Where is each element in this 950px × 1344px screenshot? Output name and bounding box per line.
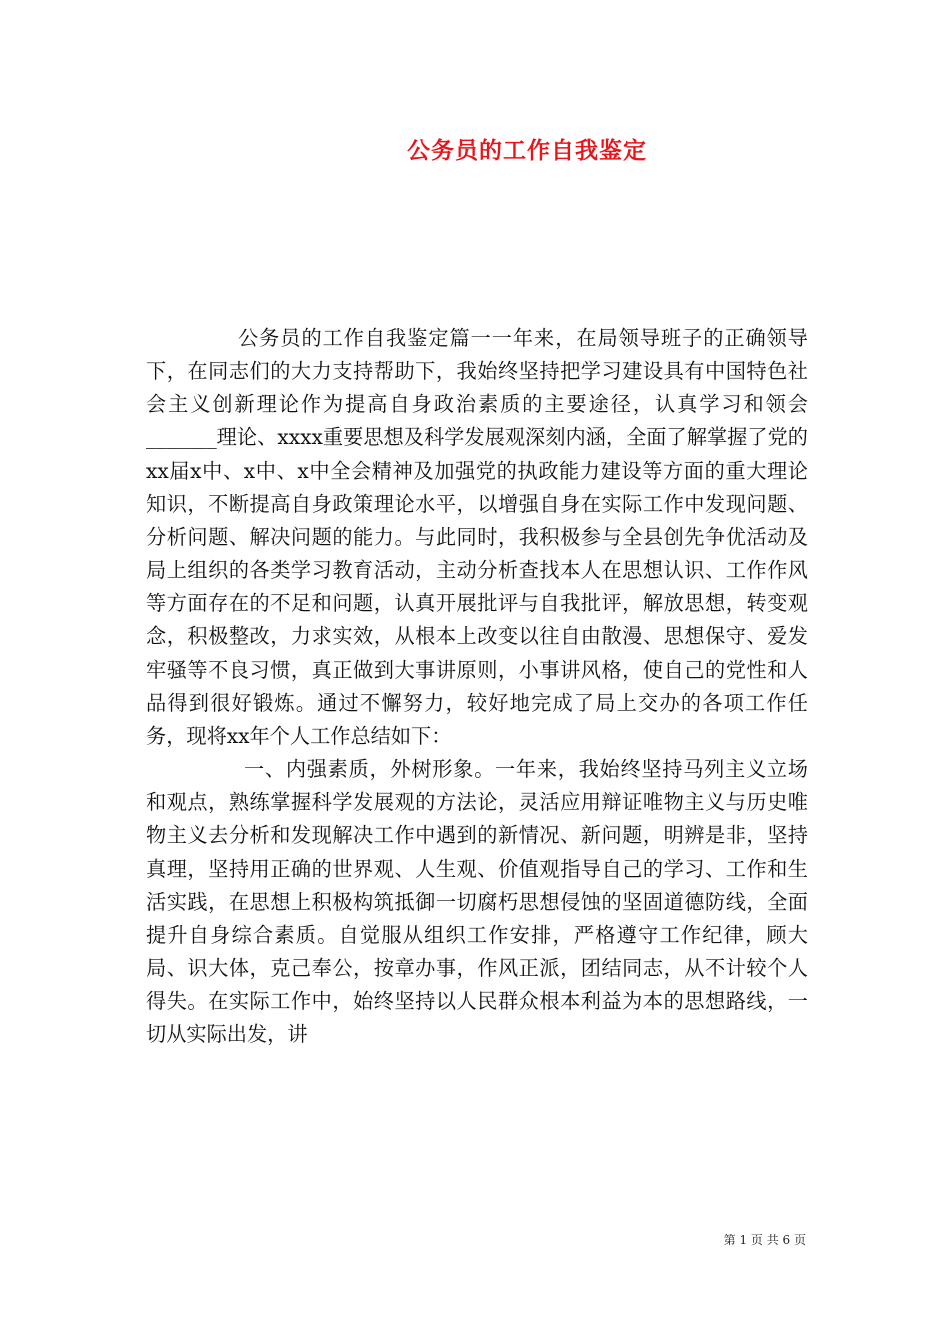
paragraph-1: 公务员的工作自我鉴定篇一一年来，在局领导班子的正确领导下，在同志们的大力支持帮助下，我始终坚持把学习建设具有中国特色社会主义创新理论作为提高自身政治素质的主要途径，认真学习和领会_______理论、xxxx重要思想及科学发展观深刻内涵，全面了解掌握了党的xx届x中、x中、x中全会精神及加强党的执政能力建设等方面的重大理论知识，不断提高自身政策理论水平，以增强自身在实际工作中发现问题、分析问题、解决问题的能力。与此同时，我积极参与全县创先争优活动及局上组织的各类学习教育活动，主动分析查找本人在思想认识、工作作风等方面存在的不足和问题，认真开展批评与自我批评，解放思想，转变观念，积极整改，力求实效，从根本上改变以往自由散漫、思想保守、爱发牢骚等不良习惯，真正做到大事讲原则，小事讲风格，使自己的党性和人品得到很好锻炼。通过不懈努力，较好地完成了局上交办的各项工作任务，现将xx年个人工作总结如下：: [146, 326, 808, 748]
document-body: [146, 322, 808, 1051]
document-title: 公务员的工作自我鉴定: [407, 137, 647, 164]
paragraph-2: 一、内强素质，外树形象。一年来，我始终坚持马列主义立场和观点，熟练掌握科学发展观的方法论，灵活应用辩证唯物主义与历史唯物主义去分析和发现解决工作中遇到的新情况、新问题，明辨是非，坚持真理，坚持用正确的世界观、人生观、价值观指导自己的学习、工作和生活实践，在思想上积极构筑抵御一切腐朽思想侵蚀的坚固道德防线，全面提升自身综合素质。自觉服从组织工作安排，严格遵守工作纪律，顾大局、识大体，克己奉公，按章办事，作风正派，团结同志，从不计较个人得失。在实际工作中，始终坚持以人民群众根本利益为本的思想路线，一切从实际出发，讲: [146, 757, 808, 1047]
page-number-footer: 第 1 页 共 6 页: [723, 1233, 806, 1247]
